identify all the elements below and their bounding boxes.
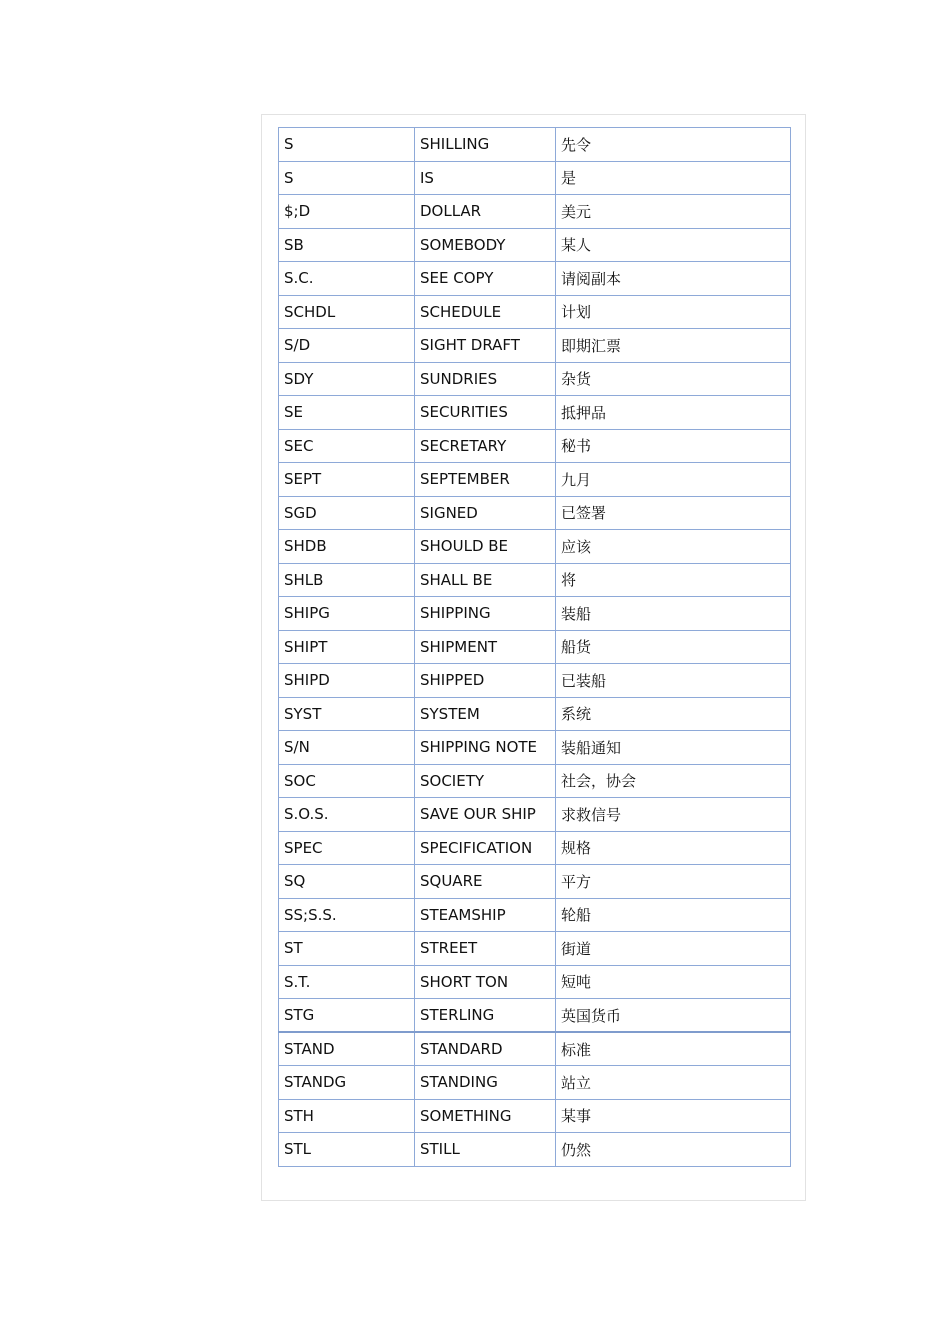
meaning-cell: STILL <box>415 1133 556 1167</box>
abbreviation-cell: STAND <box>279 1032 415 1066</box>
translation-cell: 标准 <box>556 1032 791 1066</box>
meaning-cell: SHIPPING <box>415 597 556 631</box>
abbreviation-cell: S.T. <box>279 965 415 999</box>
meaning-cell: SOCIETY <box>415 764 556 798</box>
abbreviation-cell: S.C. <box>279 262 415 296</box>
abbreviation-cell: SEC <box>279 429 415 463</box>
meaning-cell: SHIPMENT <box>415 630 556 664</box>
meaning-cell: SHILLING <box>415 128 556 162</box>
abbreviation-cell: SOC <box>279 764 415 798</box>
meaning-cell: SCHEDULE <box>415 295 556 329</box>
abbreviation-cell: SB <box>279 228 415 262</box>
abbreviation-cell: S <box>279 128 415 162</box>
table-row <box>279 128 791 162</box>
abbreviation-cell: SE <box>279 396 415 430</box>
abbreviation-cell: $;D <box>279 195 415 229</box>
translation-cell: 装船 <box>556 597 791 631</box>
translation-cell: 短吨 <box>556 965 791 999</box>
table-row <box>279 195 791 229</box>
translation-cell: 系统 <box>556 697 791 731</box>
meaning-cell: DOLLAR <box>415 195 556 229</box>
translation-cell: 英国货币 <box>556 999 791 1033</box>
abbreviation-cell: S/D <box>279 329 415 363</box>
abbreviation-cell: SEPT <box>279 463 415 497</box>
meaning-cell: SYSTEM <box>415 697 556 731</box>
table-row <box>279 597 791 631</box>
abbreviation-cell: S.O.S. <box>279 798 415 832</box>
abbreviation-cell: SDY <box>279 362 415 396</box>
meaning-cell: STANDARD <box>415 1032 556 1066</box>
meaning-cell: SECURITIES <box>415 396 556 430</box>
translation-cell: 美元 <box>556 195 791 229</box>
table-row <box>279 396 791 430</box>
table-row <box>279 932 791 966</box>
meaning-cell: SECRETARY <box>415 429 556 463</box>
table-row <box>279 999 791 1033</box>
translation-cell: 即期汇票 <box>556 329 791 363</box>
translation-cell: 先令 <box>556 128 791 162</box>
table-row <box>279 463 791 497</box>
abbreviation-cell: SYST <box>279 697 415 731</box>
table-row <box>279 630 791 664</box>
meaning-cell: SHIPPED <box>415 664 556 698</box>
abbreviation-cell: SHLB <box>279 563 415 597</box>
abbreviation-cell: SHIPT <box>279 630 415 664</box>
meaning-cell: SOMETHING <box>415 1099 556 1133</box>
abbreviation-cell: ST <box>279 932 415 966</box>
translation-cell: 某事 <box>556 1099 791 1133</box>
table-row <box>279 429 791 463</box>
meaning-cell: SUNDRIES <box>415 362 556 396</box>
meaning-cell: SIGHT DRAFT <box>415 329 556 363</box>
translation-cell: 九月 <box>556 463 791 497</box>
meaning-cell: STANDING <box>415 1066 556 1100</box>
table-row <box>279 530 791 564</box>
abbreviation-cell: SPEC <box>279 831 415 865</box>
translation-cell: 轮船 <box>556 898 791 932</box>
table-row <box>279 664 791 698</box>
table-row <box>279 295 791 329</box>
abbreviation-cell: SQ <box>279 865 415 899</box>
meaning-cell: STEAMSHIP <box>415 898 556 932</box>
abbreviation-cell: SHIPG <box>279 597 415 631</box>
meaning-cell: IS <box>415 161 556 195</box>
meaning-cell: SPECIFICATION <box>415 831 556 865</box>
table-row <box>279 798 791 832</box>
meaning-cell: SHORT TON <box>415 965 556 999</box>
translation-cell: 已装船 <box>556 664 791 698</box>
translation-cell: 秘书 <box>556 429 791 463</box>
translation-cell: 请阅副本 <box>556 262 791 296</box>
abbreviation-cell: SCHDL <box>279 295 415 329</box>
translation-cell: 规格 <box>556 831 791 865</box>
abbreviation-cell: S/N <box>279 731 415 765</box>
abbreviation-cell: S <box>279 161 415 195</box>
translation-cell: 平方 <box>556 865 791 899</box>
meaning-cell: STREET <box>415 932 556 966</box>
translation-cell: 杂货 <box>556 362 791 396</box>
translation-cell: 抵押品 <box>556 396 791 430</box>
table-row <box>279 496 791 530</box>
meaning-cell: SIGNED <box>415 496 556 530</box>
table-row <box>279 161 791 195</box>
table-row <box>279 329 791 363</box>
meaning-cell: SAVE OUR SHIP <box>415 798 556 832</box>
translation-cell: 社会，协会 <box>556 764 791 798</box>
table-row <box>279 965 791 999</box>
translation-cell: 装船通知 <box>556 731 791 765</box>
table-row <box>279 362 791 396</box>
meaning-cell: SEE COPY <box>415 262 556 296</box>
meaning-cell: STERLING <box>415 999 556 1033</box>
table-row <box>279 262 791 296</box>
abbreviation-cell: SHIPD <box>279 664 415 698</box>
abbreviation-cell: STH <box>279 1099 415 1133</box>
table-row <box>279 563 791 597</box>
abbreviation-cell: STL <box>279 1133 415 1167</box>
translation-cell: 某人 <box>556 228 791 262</box>
abbreviation-cell: SGD <box>279 496 415 530</box>
meaning-cell: SHOULD BE <box>415 530 556 564</box>
translation-cell: 计划 <box>556 295 791 329</box>
translation-cell: 船货 <box>556 630 791 664</box>
abbreviation-cell: SHDB <box>279 530 415 564</box>
abbreviation-cell: STG <box>279 999 415 1033</box>
translation-cell: 求救信号 <box>556 798 791 832</box>
translation-cell: 已签署 <box>556 496 791 530</box>
meaning-cell: SQUARE <box>415 865 556 899</box>
table-row <box>279 1066 791 1100</box>
meaning-cell: SOMEBODY <box>415 228 556 262</box>
abbreviation-table <box>278 127 791 1167</box>
abbreviation-cell: SS;S.S. <box>279 898 415 932</box>
table-row <box>279 731 791 765</box>
meaning-cell: SEPTEMBER <box>415 463 556 497</box>
translation-cell: 应该 <box>556 530 791 564</box>
meaning-cell: SHALL BE <box>415 563 556 597</box>
meaning-cell: SHIPPING NOTE <box>415 731 556 765</box>
table-row <box>279 898 791 932</box>
table-row <box>279 1099 791 1133</box>
table-row <box>279 831 791 865</box>
table-row <box>279 1032 791 1066</box>
translation-cell: 将 <box>556 563 791 597</box>
translation-cell: 站立 <box>556 1066 791 1100</box>
translation-cell: 仍然 <box>556 1133 791 1167</box>
table-row <box>279 764 791 798</box>
abbreviation-cell: STANDG <box>279 1066 415 1100</box>
table-row <box>279 697 791 731</box>
translation-cell: 是 <box>556 161 791 195</box>
translation-cell: 街道 <box>556 932 791 966</box>
table-row <box>279 228 791 262</box>
table-row <box>279 865 791 899</box>
table-row <box>279 1133 791 1167</box>
